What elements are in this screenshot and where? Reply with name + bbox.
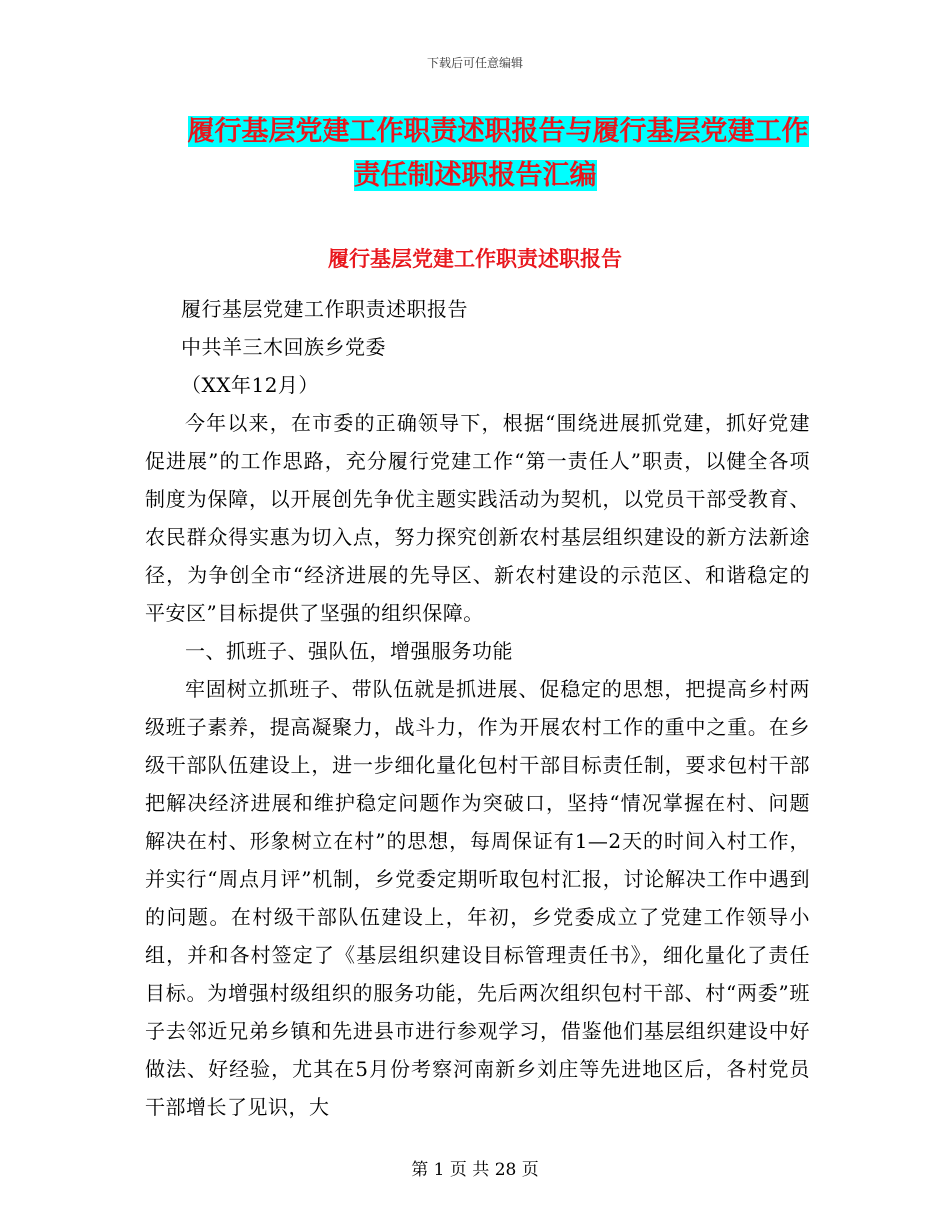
header-note: 下载后可任意编辑 [426,56,523,70]
document-title-line-2-text: 责任制述职报告汇编 [353,160,597,191]
body-paragraph: 今年以来，在市委的正确领导下，根据“围绕进展抓党建，抓好党建促进展”的工作思路，充分履行党建工作“第一责任人”职责，以健全各项制度为保障，以开展创先争优主题实践活动为契机，以党员干部受教育、农民群众得实惠为切入点，努力探究创新农村基层组织建设的新方法新途径，为争创全市“经济进展的先导区、新农村建设的示范区、和谐稳定的平安区”目标提供了坚强的组织保障。 [145,411,810,625]
section-title: 履行基层党建工作职责述职报告 [328,247,622,271]
report-author-line: 中共羊三木回族乡党委 [181,335,386,359]
report-title-line: 履行基层党建工作职责述职报告 [181,297,468,321]
page-number-footer: 第 1 页 共 28 页 [411,1160,539,1180]
document-title-line-2 [0,154,950,198]
document-title-line-1 [0,110,950,154]
body-heading: 一、抓班子、强队伍，增强服务功能 [185,639,513,663]
body-paragraph: 牢固树立抓班子、带队伍就是抓进展、促稳定的思想，把提高乡村两级班子素养，提高凝聚力，战斗力，作为开展农村工作的重中之重。在乡级干部队伍建设上，进一步细化量化包村干部目标责任制，要求包村干部把解决经济进展和维护稳定问题作为突破口，坚持“情况掌握在村、问题解决在村、形象树立在村”的思想，每周保证有1—2天的时间入村工作，并实行“周点月评”机制，乡党委定期听取包村汇报，讨论解决工作中遇到的问题。在村级干部队伍建设上，年初，乡党委成立了党建工作领导小组，并和各村签定了《基层组织建设目标管理责任书》，细化量化了责任目标。为增强村级组织的服务功能，先后两次组织包村干部、村“两委”班子去邻近兄弟乡镇和先进县市进行参观学习，借鉴他们基层组织建设中好做法、好经验，尤其在5月份考察河南新乡刘庄等先进地区后，各村党员干部增长了见识，大 [145,677,810,1119]
report-date-line: （XX年12月） [181,373,319,397]
document-title [0,110,950,198]
document-title-line-1-text: 履行基层党建工作职责述职报告与履行基层党建工作 [187,116,809,147]
document-body [145,290,810,1126]
